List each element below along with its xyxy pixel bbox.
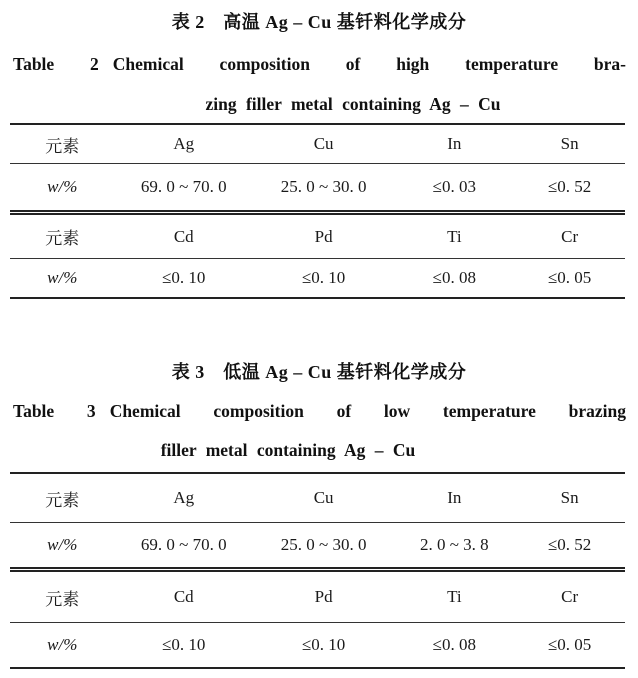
table3-caption-en-line2: filler metal containing Ag – Cu [160,440,416,460]
value-cell: ≤0. 08 [432,635,476,654]
header-cell: Cd [115,213,253,259]
value-cell: ≤0. 52 [514,523,625,570]
value-cell: 69. 0 ~ 70. 0 [115,164,253,213]
header-cell: Ti [394,570,514,623]
header-cell: In [394,473,514,523]
table3-header-row-1 [10,473,625,523]
header-cell: Ag [115,473,253,523]
header-cell: 元素 [10,124,115,164]
value-cell: ≤0. 10 [162,268,206,287]
value-cell: ≤0. 10 [301,268,346,287]
table2-header-row-1 [10,124,625,164]
table3-header-row-2 [10,570,625,623]
table2-block [0,10,638,299]
value-cell: w/% [10,523,115,570]
header-cell: Sn [514,124,625,164]
value-cell: 69. 0 ~ 70. 0 [115,523,253,570]
value-cell: w/% [47,268,78,287]
header-cell: 元素 [10,213,115,259]
table3 [10,472,625,669]
table2-value-row-2 [10,259,625,299]
table3-value-row-2 [10,623,625,669]
table2-value-row-1 [10,164,625,213]
header-cell: Cd [115,570,253,623]
value-cell: 25. 0 ~ 30. 0 [253,164,394,213]
table2-caption-en-line1 [13,53,626,75]
table3-caption-label: Table 3 [13,401,96,421]
value-cell: w/% [10,164,115,213]
table3-caption-en-line1 [13,400,626,422]
value-cell: ≤0. 05 [547,268,592,287]
header-cell: Cr [514,570,625,623]
table3-caption-en-text: Chemical composition of low temperature brazing [109,401,626,421]
value-cell: ≤0. 05 [547,635,592,654]
header-cell: In [394,124,514,164]
value-cell: ≤0. 52 [514,164,625,213]
value-cell: 2. 0 ~ 3. 8 [394,523,514,570]
value-cell: ≤0. 03 [394,164,514,213]
header-cell: 元素 [10,473,115,523]
header-cell: Cu [253,473,394,523]
value-cell: w/% [47,635,78,654]
header-cell: Cr [514,213,625,259]
header-cell: Cu [253,124,394,164]
table2-caption-label: Table 2 [13,54,99,74]
value-cell: 25. 0 ~ 30. 0 [253,523,394,570]
table2-caption-zh: 表 2 高温 Ag – Cu 基钎料化学成分 [171,12,467,32]
table2-header-row-2 [10,213,625,259]
header-cell: Sn [514,473,625,523]
table3-value-row-1 [10,523,625,570]
table3-caption-zh: 表 3 低温 Ag – Cu 基钎料化学成分 [171,362,467,382]
header-cell: Pd [253,213,394,259]
table2-caption-en-text: Chemical composition of high temperature bra- [112,54,626,74]
header-cell: Ag [115,124,253,164]
table3-block [0,352,638,669]
header-cell: Pd [253,570,394,623]
header-cell: Ti [394,213,514,259]
value-cell: ≤0. 10 [162,635,206,654]
header-cell: 元素 [10,570,115,623]
value-cell: ≤0. 08 [432,268,476,287]
table2 [10,123,625,299]
value-cell: ≤0. 10 [301,635,346,654]
table2-caption-en-line2: zing filler metal containing Ag – Cu [205,94,501,114]
